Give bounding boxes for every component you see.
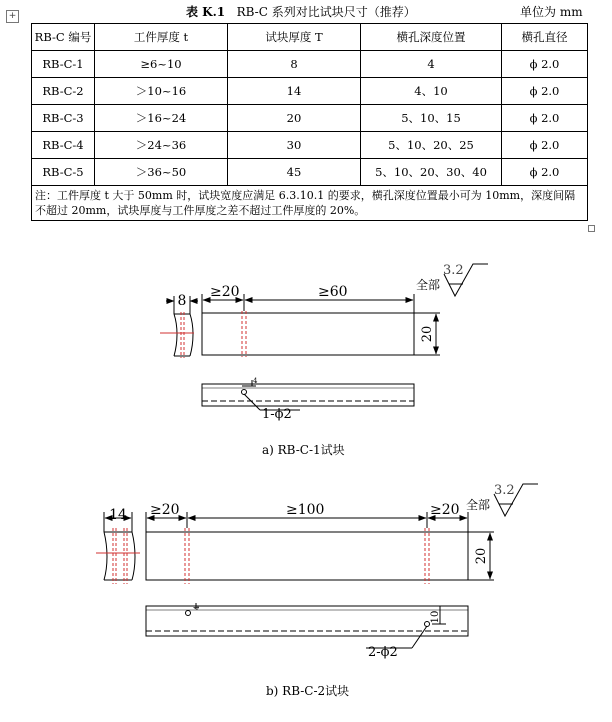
figure-a-dim-length: ≥60 [318, 284, 348, 300]
table-cell[interactable]: ＞36~50 [95, 159, 228, 186]
table-cell[interactable]: RB-C-2 [32, 78, 95, 105]
figure-a-hole-depth: 4 [253, 377, 258, 385]
figure-a-caption: a) RB-C-1试块 [262, 443, 345, 457]
figure-b-hole-depth-2: 10 [430, 610, 441, 624]
figure-b-roughness-label: 全部 [466, 498, 491, 512]
table-cell[interactable]: 30 [228, 132, 361, 159]
unit-label: 单位为 mm [520, 5, 583, 19]
figure-b-caption: b) RB-C-2试块 [266, 684, 350, 698]
header-cell: 横孔直径 [502, 24, 588, 51]
header-cell: 工件厚度 t [95, 24, 228, 51]
table-cell[interactable]: ϕ 2.0 [502, 132, 588, 159]
figure-a-roughness-value: 3.2 [443, 263, 464, 278]
table-cell[interactable]: 4 [361, 51, 502, 78]
table-cell[interactable]: 14 [228, 78, 361, 105]
figure-a-dim-edge: ≥20 [210, 284, 240, 300]
figure-a-front-view [202, 294, 440, 357]
table-cell[interactable]: ＞24~36 [95, 132, 228, 159]
header-cell: 横孔深度位置 [361, 24, 502, 51]
table-cell[interactable]: 4、10 [361, 78, 502, 105]
table-note[interactable]: 注：工件厚度 t 大于 50mm 时，试块宽度应满足 6.3.10.1 的要求，横孔深度位置最小可为 10mm，深度间隔不超过 20mm，试块厚度与工件厚度之差不超过工件厚度的 20%。 [32, 186, 588, 221]
figure-a-top-view [202, 380, 414, 410]
table-cell[interactable]: RB-C-1 [32, 51, 95, 78]
figure-b-dim-edge-left: ≥20 [150, 502, 180, 518]
table-cell[interactable]: ϕ 2.0 [502, 51, 588, 78]
figure-b-dim-height: 20 [474, 547, 489, 565]
table-cell[interactable]: RB-C-3 [32, 105, 95, 132]
figure-a-dim-height: 20 [420, 325, 435, 343]
table-cell[interactable]: 20 [228, 105, 361, 132]
header-cell: RB-C 编号 [32, 24, 95, 51]
figure-b-dim-edge-right: ≥20 [430, 502, 460, 518]
table-cell[interactable]: 5、10、20、25 [361, 132, 502, 159]
table-cell[interactable]: RB-C-4 [32, 132, 95, 159]
header-cell: 试块厚度 T [228, 24, 361, 51]
figure-b-roughness-value: 3.2 [494, 483, 515, 498]
figure-a-roughness-label: 全部 [416, 278, 441, 292]
figure-a-dim-thickness: 8 [177, 293, 187, 309]
table-cell[interactable]: 5、10、15 [361, 105, 502, 132]
table-cell[interactable]: 8 [228, 51, 361, 78]
table-cell[interactable]: ϕ 2.0 [502, 159, 588, 186]
figure-b-dim-thickness: 14 [109, 507, 127, 523]
figure-b-dim-length: ≥100 [286, 502, 325, 518]
table-cell[interactable]: ϕ 2.0 [502, 105, 588, 132]
figure-b-front-view [146, 512, 494, 584]
figure-a-hole-callout: 1-ϕ2 [262, 407, 292, 422]
table-caption-label: 表 K.1 [186, 5, 226, 19]
table-cell[interactable]: ≥6~10 [95, 51, 228, 78]
table-caption-title: RB-C 系列对比试块尺寸（推荐） [236, 5, 416, 19]
table-cell[interactable]: ＞10~16 [95, 78, 228, 105]
table-cell[interactable]: ＞16~24 [95, 105, 228, 132]
table-cell[interactable]: RB-C-5 [32, 159, 95, 186]
table-cell[interactable]: ϕ 2.0 [502, 78, 588, 105]
table-move-handle[interactable]: + [6, 10, 19, 23]
figure-b-hole-depth-1: 4 [193, 605, 201, 611]
figure-b-hole-callout: 2-ϕ2 [368, 645, 398, 660]
table-cell[interactable]: 45 [228, 159, 361, 186]
table-cell[interactable]: 5、10、20、30、40 [361, 159, 502, 186]
